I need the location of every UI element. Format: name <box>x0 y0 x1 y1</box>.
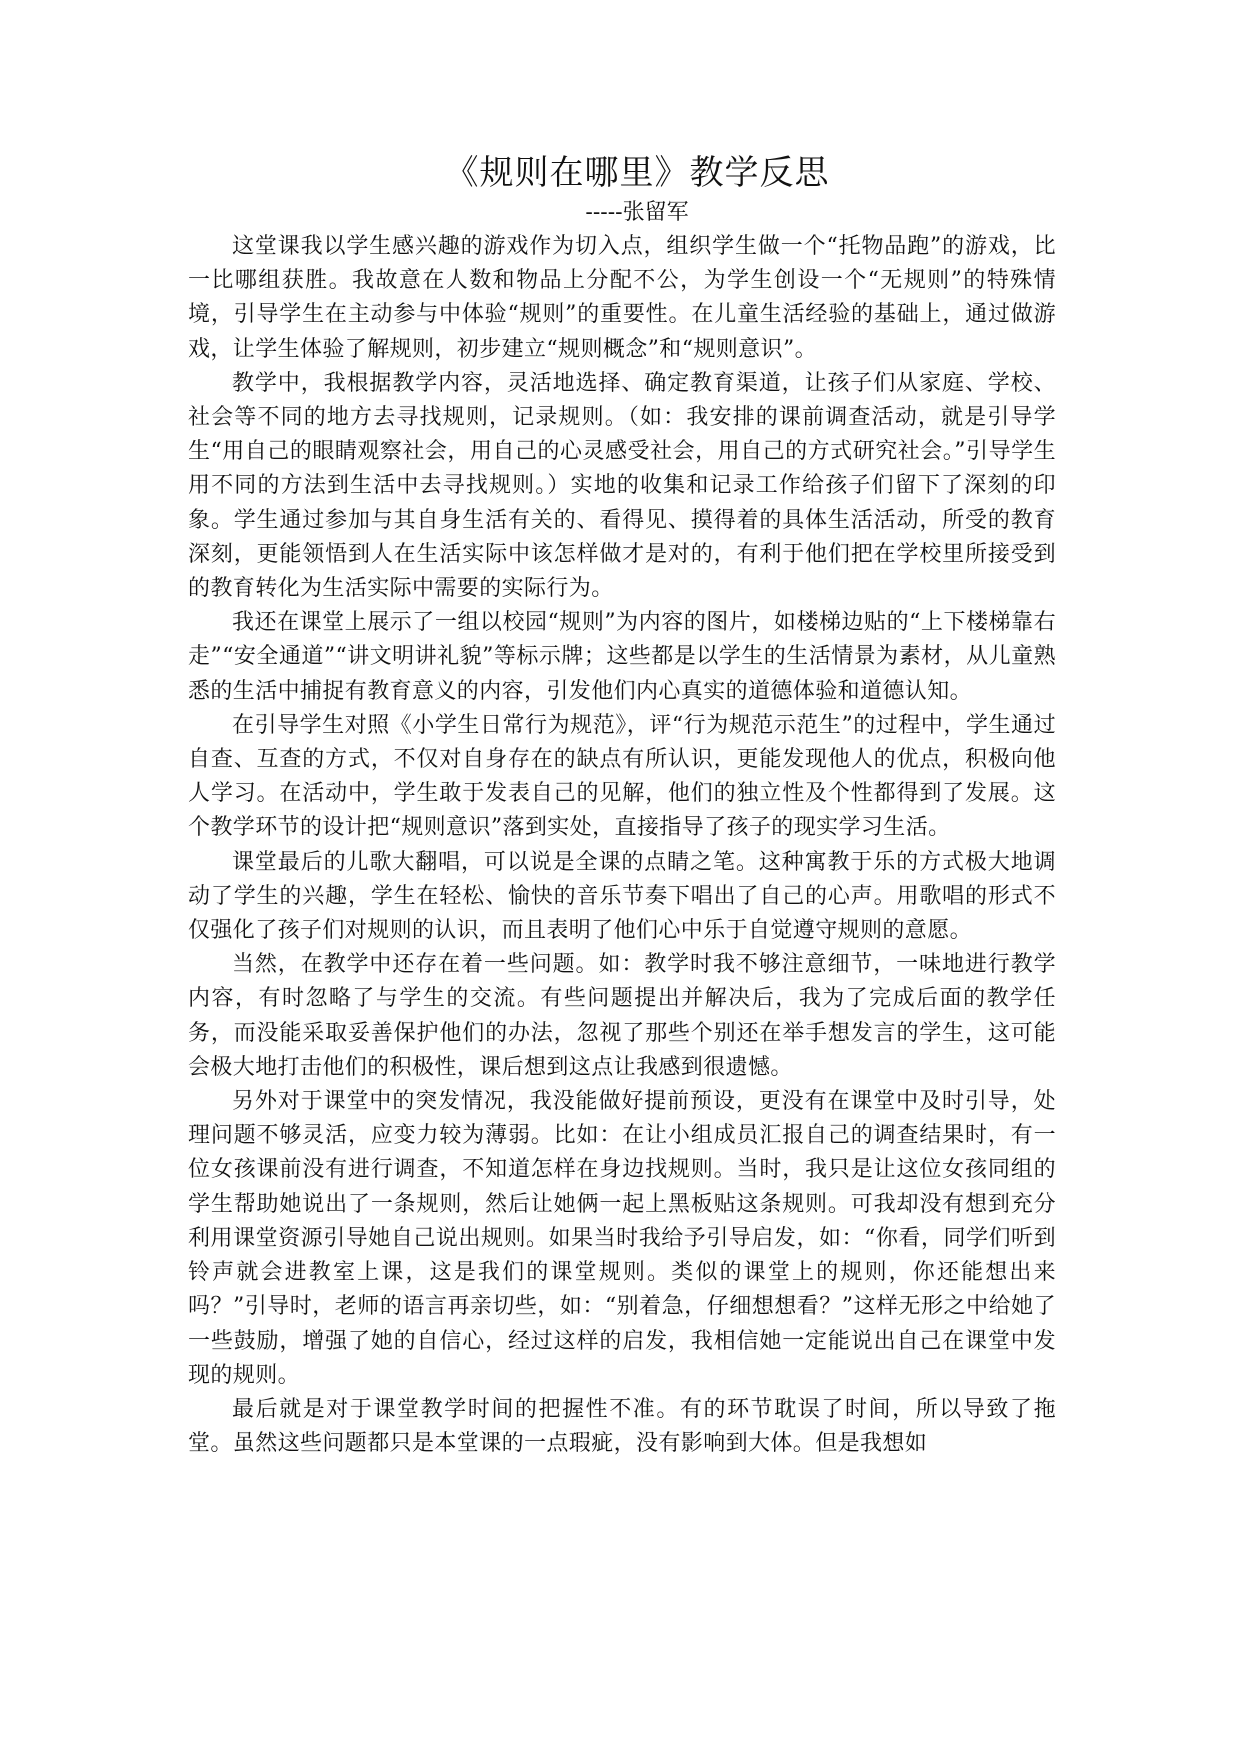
paragraph-5: 课堂最后的儿歌大翻唱，可以说是全课的点睛之笔。这种寓教于乐的方式极大地调动了学生的兴趣，学生在轻松、愉快的音乐节奏下唱出了自己的心声。用歌唱的形式不仅强化了孩子们对规则的认识，而且表明了他们心中乐于自觉遵守规则的意愿。 <box>188 849 1056 944</box>
document-body <box>188 230 1056 1461</box>
paragraph-7: 另外对于课堂中的突发情况，我没能做好提前预设，更没有在课堂中及时引导，处理问题不够灵活，应变力较为薄弱。比如：在让小组成员汇报自己的调查结果时，有一位女孩课前没有进行调查，不知道怎样在身边找规则。当时，我只是让这位女孩同组的学生帮助她说出了一条规则，然后让她俩一起上黑板贴这条规则。可我却没有想到充分利用课堂资源引导她自己说出规则。如果当时我给予引导启发，如：“你看，同学们听到铃声就会进教室上课，这是我们的课堂规则。类似的课堂上的规则，你还能想出来吗？”引导时，老师的语言再亲切些，如：“别着急，仔细想想看？”这样无形之中给她了一些鼓励，增强了她的自信心，经过这样的启发，我相信她一定能说出自己在课堂中发现的规则。 <box>188 1089 1056 1388</box>
paragraph-3: 我还在课堂上展示了一组以校园“规则”为内容的图片，如楼梯边贴的“上下楼梯靠右走”“安全通道”“讲文明讲礼貌”等标示牌；这些都是以学生的生活情景为素材，从儿童熟悉的生活中捕捉有教育意义的内容，引发他们内心真实的道德体验和道德认知。 <box>188 610 1056 704</box>
paragraph-8: 最后就是对于课堂教学时间的把握性不准。有的环节耽误了时间，所以导致了拖堂。虽然这些问题都只是本堂课的一点瑕疵，没有影响到大体。但是我想如 <box>188 1396 1056 1457</box>
paragraph-1: 这堂课我以学生感兴趣的游戏作为切入点，组织学生做一个“托物品跑”的游戏，比一比哪组获胜。我故意在人数和物品上分配不公，为学生创设一个“无规则”的特殊情境，引导学生在主动参与中体验“规则”的重要性。在儿童生活经验的基础上，通过做游戏，让学生体验了解规则，初步建立“规则概念”和“规则意识”。 <box>188 234 1056 362</box>
paragraph-2: 教学中，我根据教学内容，灵活地选择、确定教育渠道，让孩子们从家庭、学校、社会等不同的地方去寻找规则，记录规则。（如：我安排的课前调查活动，就是引导学生“用自己的眼睛观察社会，用自己的心灵感受社会，用自己的方式研究社会。”引导学生用不同的方法到生活中去寻找规则。）实地的收集和记录工作给孩子们留下了深刻的印象。学生通过参加与其自身生活有关的、看得见、摸得着的具体生活活动，所受的教育深刻，更能领悟到人在生活实际中该怎样做才是对的，有利于他们把在学校里所接受到的教育转化为生活实际中需要的实际行为。 <box>188 370 1056 602</box>
paragraph-4: 在引导学生对照《小学生日常行为规范》，评“行为规范示范生”的过程中，学生通过自查、互查的方式，不仅对自身存在的缺点有所认识，更能发现他人的优点，积极向他人学习。在活动中，学生敢于发表自己的见解，他们的独立性及个性都得到了发展。这个教学环节的设计把“规则意识”落到实处，直接指导了孩子的现实学习生活。 <box>188 712 1056 841</box>
document-title: 《规则在哪里》教学反思 <box>444 153 830 193</box>
paragraph-6: 当然，在教学中还存在着一些问题。如：教学时我不够注意细节，一味地进行教学内容，有时忽略了与学生的交流。有些问题提出并解决后，我为了完成后面的教学任务，而没能采取妥善保护他们的办法，忽视了那些个别还在举手想发言的学生，这可能会极大地打击他们的积极性，课后想到这点让我感到很遗憾。 <box>188 952 1056 1080</box>
document-page <box>188 150 1056 1461</box>
document-author: -----张留军 <box>585 200 689 225</box>
